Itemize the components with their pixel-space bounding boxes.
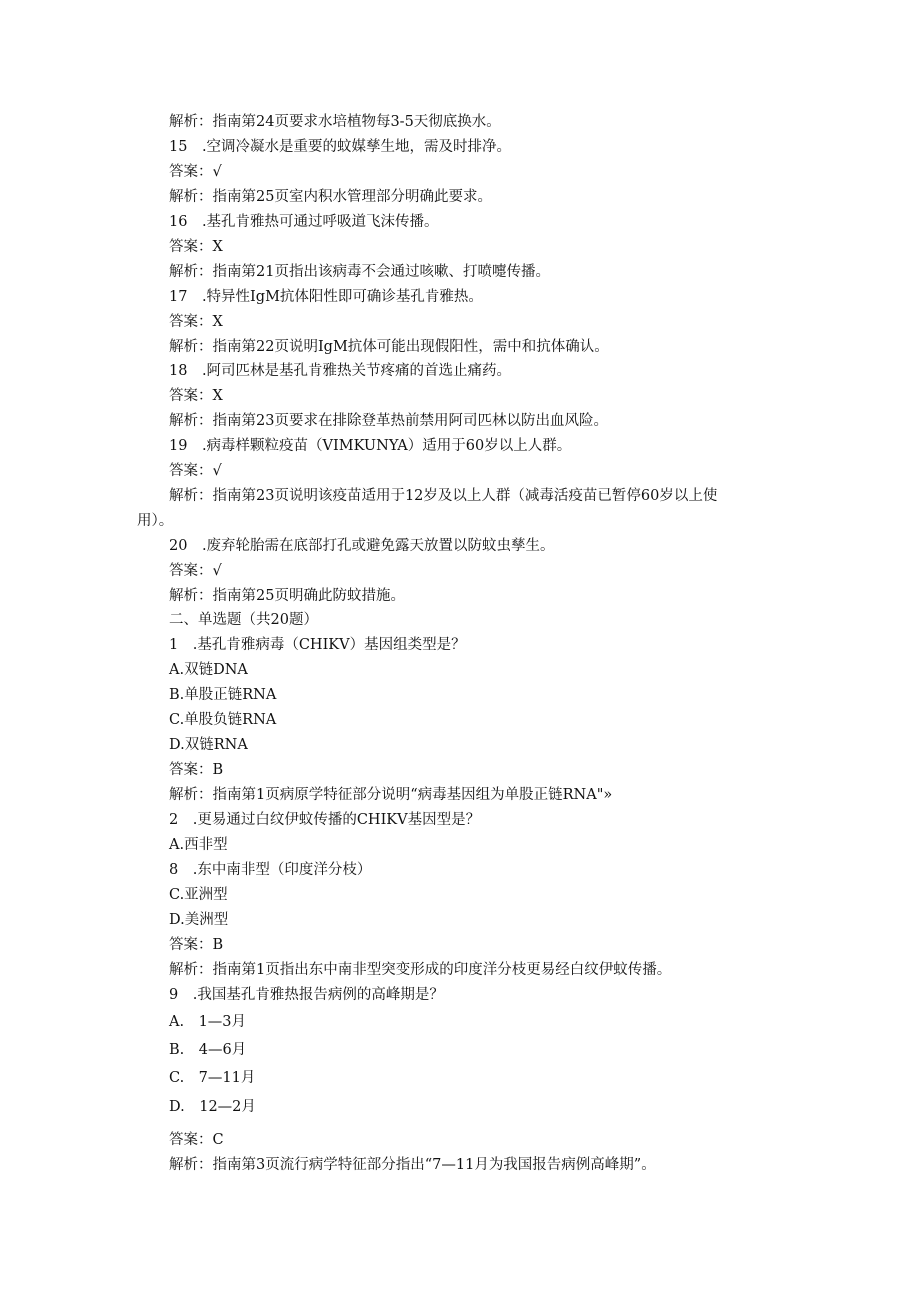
option-c: C. 7—11月 [169, 1070, 256, 1086]
question-16: 16 .基孔肯雅热可通过呼吸道飞沫传播。 [169, 214, 439, 230]
answer-text: 答案：X [169, 239, 223, 255]
option-d: D. 12—2月 [169, 1099, 256, 1115]
answer-text: 答案：B [169, 762, 224, 778]
option-d: D.双链RNA [169, 737, 248, 753]
section-heading: 二、单选题（共20题） [169, 612, 318, 628]
explanation-text: 解析：指南第23页说明该疫苗适用于12岁及以上人群（减毒活疫苗已暂停60岁以上使 [169, 488, 718, 504]
explanation-text: 解析：指南第24页要求水培植物每3-5天彻底换水。 [169, 114, 501, 130]
explanation-text: 解析：指南第25页室内积水管理部分明确此要求。 [169, 189, 492, 205]
option-c: C.亚洲型 [169, 887, 228, 903]
answer-text: 答案：C [169, 1132, 224, 1148]
option-a: A.西非型 [169, 837, 228, 853]
explanation-text: 解析：指南第21页指出该病毒不会通过咳嗽、打喷嚏传播。 [169, 264, 550, 280]
answer-text: 答案：X [169, 388, 223, 404]
explanation-text: 解析：指南第25页明确此防蚊措施。 [169, 588, 405, 604]
question-1: 1 .基孔肯雅病毒（CHIKV）基因组类型是？ [169, 637, 466, 653]
option-a: A.双链DNA [169, 662, 248, 678]
option-c: C.单股负链RNA [169, 712, 277, 728]
option-b: B. 4—6月 [169, 1042, 247, 1058]
explanation-text: 解析：指南第1页病原学特征部分说明“病毒基因组为单股正链RNA"» [169, 787, 613, 803]
explanation-continuation: 用）。 [137, 513, 174, 529]
answer-text: 答案：√ [169, 563, 222, 579]
answer-text: 答案：X [169, 314, 223, 330]
explanation-text: 解析：指南第22页说明IgM抗体可能出现假阳性，需中和抗体确认。 [169, 339, 609, 355]
question-18: 18 .阿司匹林是基孔肯雅热关节疼痛的首选止痛药。 [169, 363, 512, 379]
question-19: 19 .病毒样颗粒疫苗（VIMKUNYA）适用于60岁以上人群。 [169, 438, 572, 454]
option-a: A. 1—3月 [169, 1014, 247, 1030]
answer-text: 答案：√ [169, 164, 222, 180]
option-b: 8 .东中南非型（印度洋分枝） [169, 862, 372, 878]
explanation-text: 解析：指南第1页指出东中南非型突变形成的印度洋分枝更易经白纹伊蚊传播。 [169, 962, 672, 978]
explanation-text: 解析：指南第23页要求在排除登革热前禁用阿司匹林以防出血风险。 [169, 413, 608, 429]
question-20: 20 .废弃轮胎需在底部打孔或避免露天放置以防蚊虫孳生。 [169, 538, 555, 554]
question-9: 9 .我国基孔肯雅热报告病例的高峰期是？ [169, 987, 444, 1003]
option-d: D.美洲型 [169, 912, 229, 928]
question-15: 15 .空调冷凝水是重要的蚊媒孳生地，需及时排净。 [169, 139, 512, 155]
question-2: 2 .更易通过白纹伊蚊传播的CHIKV基因型是？ [169, 812, 481, 828]
answer-text: 答案：B [169, 937, 224, 953]
answer-text: 答案：√ [169, 463, 222, 479]
explanation-text: 解析：指南第3页流行病学特征部分指出“7—11月为我国报告病例高峰期”。 [169, 1157, 656, 1173]
option-b: B.单股正链RNA [169, 687, 277, 703]
question-17: 17 .特异性IgM抗体阳性即可确诊基孔肯雅热。 [169, 289, 483, 305]
